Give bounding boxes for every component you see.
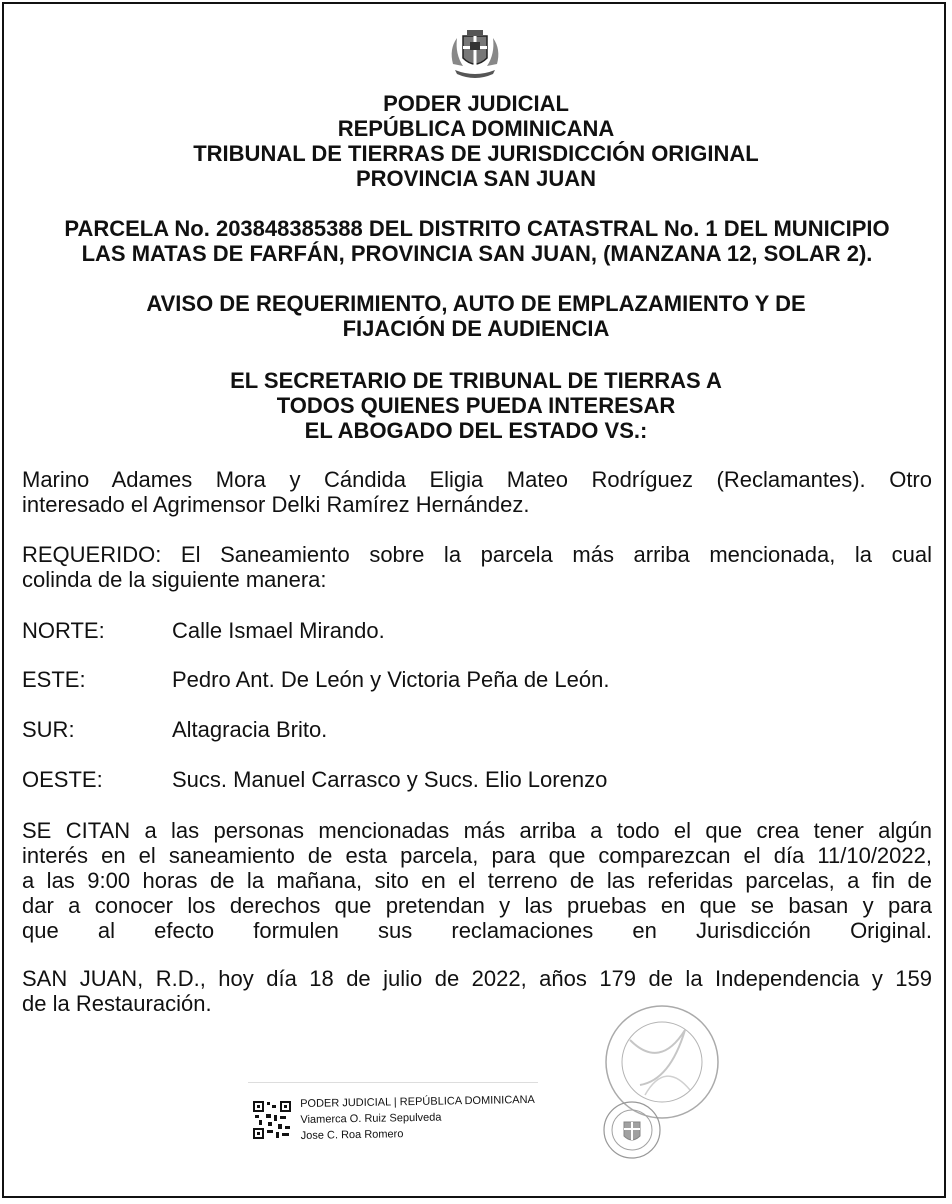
court-seal-stamp	[590, 1000, 720, 1160]
boundary-value: Altagracia Brito.	[172, 717, 328, 742]
addressee-line: TODOS QUIENES PUEDA INTERESAR	[276, 393, 676, 418]
citation-line: a las 9:00 horas de la mañana, sito en el terreno de las referidas parcelas, a fin de	[22, 868, 932, 893]
signature-line: Viamerca O. Ruiz Sepulveda	[300, 1111, 442, 1126]
boundary-south	[22, 717, 327, 742]
requerido-paragraph	[22, 542, 932, 592]
header-line: PODER JUDICIAL	[383, 91, 569, 116]
parties-line: Marino Adames Mora y Cándida Eligia Mateo Rodríguez (Reclamantes). Otro	[22, 467, 932, 492]
header-line: PROVINCIA SAN JUAN	[356, 166, 596, 191]
addressee-block	[0, 368, 952, 443]
coat-of-arms-icon	[445, 24, 505, 84]
parcel-line: PARCELA No. 203848385388 DEL DISTRITO CATASTRAL No. 1 DEL MUNICIPIO	[64, 216, 890, 241]
notice-line: AVISO DE REQUERIMIENTO, AUTO DE EMPLAZAMIENTO Y DE	[146, 291, 806, 316]
dateline-paragraph	[22, 966, 932, 1016]
boundary-west	[22, 767, 607, 792]
header-line: TRIBUNAL DE TIERRAS DE JURISDICCIÓN ORIGINAL	[193, 141, 759, 166]
divider	[248, 1082, 538, 1083]
signature-text	[300, 1092, 536, 1144]
notice-line: FIJACIÓN DE AUDIENCIA	[342, 316, 610, 341]
boundary-value: Calle Ismael Mirando.	[172, 618, 385, 643]
boundary-direction: NORTE:	[22, 618, 105, 643]
parcel-title	[22, 216, 932, 266]
header-line: REPÚBLICA DOMINICANA	[337, 116, 615, 141]
parties-paragraph	[22, 467, 932, 517]
citation-line: dar a conocer los derechos que pretendan y las pruebas en que se basan y para	[22, 893, 932, 918]
addressee-line: EL ABOGADO DEL ESTADO VS.:	[304, 418, 648, 443]
citation-line: interés en el saneamiento de esta parcela, para que comparezcan el día 11/10/2022,	[22, 843, 932, 868]
boundary-direction: ESTE:	[22, 667, 86, 692]
notice-title	[0, 291, 952, 341]
boundary-north	[22, 618, 385, 643]
boundary-value: Sucs. Manuel Carrasco y Sucs. Elio Lorenzo	[172, 767, 608, 792]
citation-line: SE CITAN a las personas mencionadas más arriba a todo el que crea tener algún	[22, 818, 932, 843]
addressee-line: EL SECRETARIO DE TRIBUNAL DE TIERRAS A	[230, 368, 722, 393]
boundary-east	[22, 667, 609, 692]
qr-code-icon	[252, 1100, 292, 1140]
signature-line: PODER JUDICIAL | REPÚBLICA DOMINICANA	[300, 1093, 535, 1110]
requerido-line: REQUERIDO: El Saneamiento sobre la parcela más arriba mencionada, la cual	[22, 542, 932, 567]
requerido-line: colinda de la siguiente manera:	[22, 567, 327, 592]
parcel-line: LAS MATAS DE FARFÁN, PROVINCIA SAN JUAN, (MANZANA 12, SOLAR 2).	[81, 241, 873, 266]
citation-line: que al efecto formulen sus reclamaciones en Jurisdicción Original.	[22, 918, 932, 943]
dateline-line: SAN JUAN, R.D., hoy día 18 de julio de 2022, años 179 de la Independencia y 159	[22, 966, 932, 991]
signature-line: Jose C. Roa Romero	[300, 1128, 404, 1142]
boundary-value: Pedro Ant. De León y Victoria Peña de León.	[172, 667, 610, 692]
boundary-direction: OESTE:	[22, 767, 103, 792]
parties-line: interesado el Agrimensor Delki Ramírez Hernández.	[22, 492, 530, 517]
dateline-line: de la Restauración.	[22, 991, 212, 1016]
boundary-direction: SUR:	[22, 717, 75, 742]
court-header	[0, 91, 952, 191]
citation-paragraph	[22, 818, 932, 943]
